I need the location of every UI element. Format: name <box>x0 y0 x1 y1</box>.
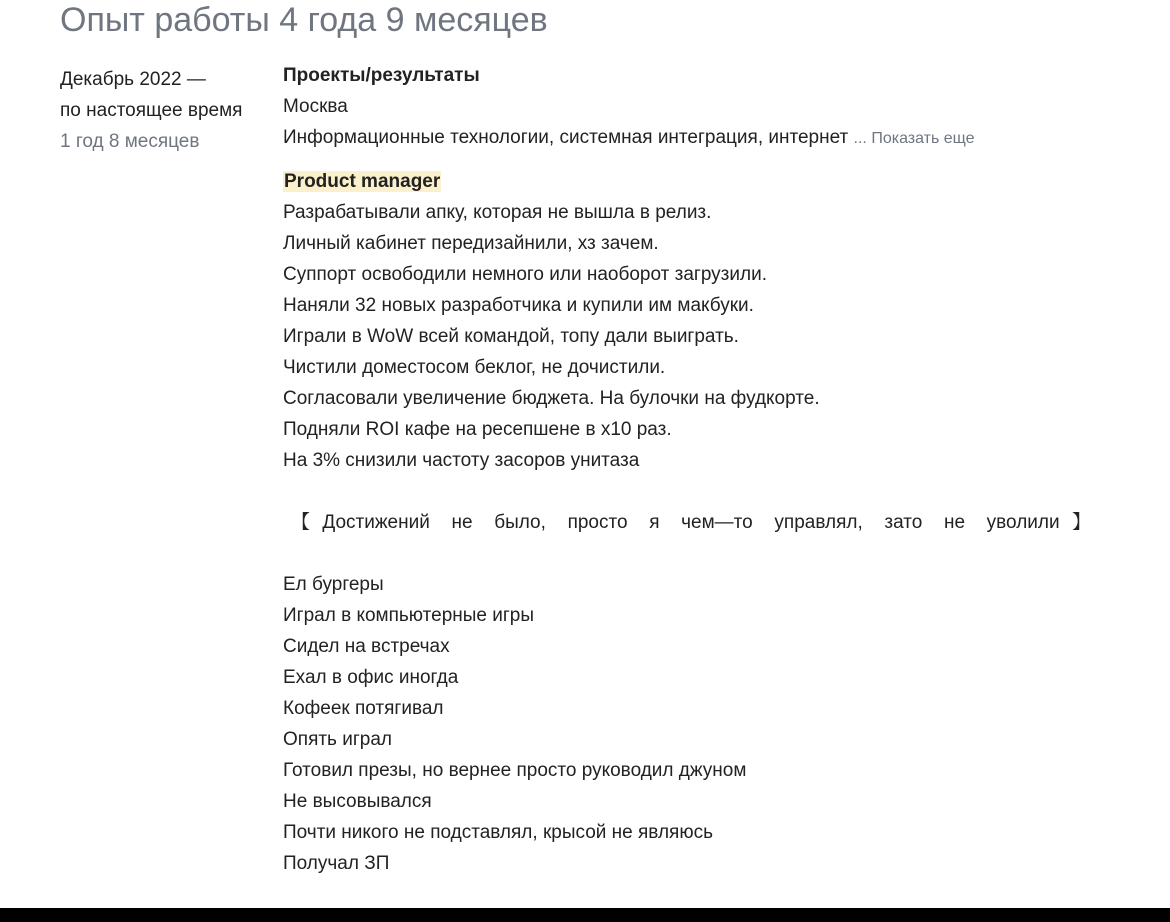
duty-item: Кофеек потягивал <box>283 698 444 719</box>
bottom-bar <box>0 908 1170 922</box>
result-item: На 3% снизили частоту засоров унитаза <box>283 450 640 471</box>
show-more-link[interactable]: ... Показать еще <box>853 130 975 147</box>
result-item: Согласовали увеличение бюджета. На булочки на фудкорте. <box>283 388 820 409</box>
duty-item: Сидел на встречах <box>283 636 450 657</box>
company-city: Москва <box>283 96 348 117</box>
company-name: Проекты/результаты <box>283 65 480 86</box>
duty-item: Ехал в офис иногда <box>283 667 459 688</box>
job-details <box>283 60 1143 879</box>
result-item: Наняли 32 новых разработчика и купили им макбуки. <box>283 295 754 316</box>
position-block <box>283 166 1143 197</box>
position-title: Product manager <box>284 171 441 192</box>
duty-item: Почти никого не подставлял, крысой не являюсь <box>283 822 713 843</box>
duty-item: Играл в компьютерные игры <box>283 605 535 626</box>
experience-title: Опыт работы 4 года 9 месяцев <box>60 1 548 39</box>
job-duration: 1 год 8 месяцев <box>60 131 200 152</box>
job-period <box>60 64 270 157</box>
results-list <box>283 197 1143 476</box>
result-item: Разрабатывали апку, которая не вышла в релиз. <box>283 202 712 223</box>
period-end: по настоящее время <box>60 100 243 121</box>
duty-item: Опять играл <box>283 729 392 750</box>
result-item: Суппорт освободили немного или наоборот загрузили. <box>283 264 767 285</box>
duty-item: Ел бургеры <box>283 574 384 595</box>
result-item: Играли в WoW всей командой, топу дали выиграть. <box>283 326 739 347</box>
duties-list <box>283 569 1143 879</box>
duty-item: Не высовывался <box>283 791 432 812</box>
achievement-note: 【Достижений не было, просто я чем—то управлял, зато не уволили】 <box>291 512 1091 533</box>
company-industry-line <box>283 122 1143 154</box>
period-start: Декабрь 2022 — <box>60 69 206 90</box>
duty-item: Готовил презы, но вернее просто руководил джуном <box>283 760 747 781</box>
company-industry: Информационные технологии, системная интеграция, интернет <box>283 127 849 148</box>
result-item: Подняли ROI кафе на ресепшене в х10 раз. <box>283 419 672 440</box>
duty-item: Получал ЗП <box>283 853 390 874</box>
result-item: Личный кабинет передизайнили, хз зачем. <box>283 233 659 254</box>
result-item: Чистили доместосом беклог, не дочистили. <box>283 357 666 378</box>
